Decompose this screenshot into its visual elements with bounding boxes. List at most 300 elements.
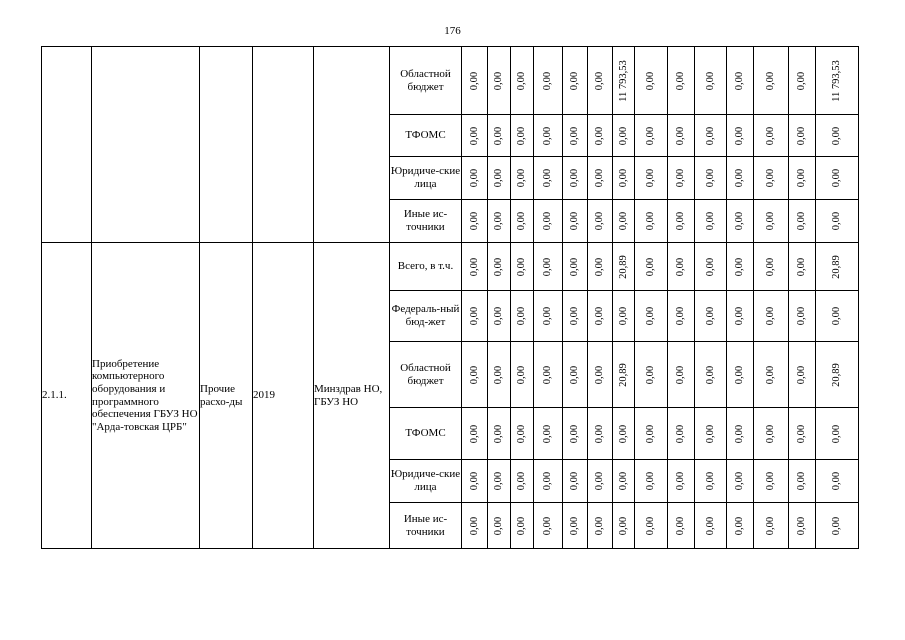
cell-value-text: 0,00 xyxy=(830,306,842,326)
cell-value xyxy=(563,460,588,503)
cell-value xyxy=(754,342,789,408)
cell-value xyxy=(511,503,534,549)
cell-value-text: 11 793,53 xyxy=(830,59,842,102)
cell-value xyxy=(511,460,534,503)
cell-value-text: 0,00 xyxy=(515,126,527,145)
cell-value-text: 0,00 xyxy=(468,516,480,535)
cell-value xyxy=(668,342,695,408)
cell-value xyxy=(816,408,859,460)
cell-value-text: 0,00 xyxy=(830,126,842,145)
cell-value-text: 0,00 xyxy=(468,126,480,145)
cell-value xyxy=(534,291,563,342)
cell-value xyxy=(534,47,563,115)
cell-value xyxy=(588,157,613,200)
cell-value xyxy=(789,342,816,408)
cell-source: ТФОМС xyxy=(390,115,462,157)
cell-value-text: 0,00 xyxy=(617,126,629,145)
cell-value-text: 0,00 xyxy=(733,126,745,145)
cell-value-text: 0,00 xyxy=(644,257,656,276)
cell-value-text: 0,00 xyxy=(704,126,716,145)
cell-value xyxy=(462,243,488,291)
cell-value-text: 0,00 xyxy=(515,516,527,535)
cell-value-text: 0,00 xyxy=(593,424,605,443)
cell-value-text: 0,00 xyxy=(764,126,776,145)
cell-value xyxy=(816,503,859,549)
cell-value xyxy=(588,408,613,460)
cell-value-text: 0,00 xyxy=(541,126,553,145)
cell-value-text: 0,00 xyxy=(515,471,527,491)
cell-value-text: 0,00 xyxy=(704,306,716,326)
cell-value-text: 0,00 xyxy=(468,71,480,90)
cell-value-text: 0,00 xyxy=(674,168,686,188)
cell-value-text: 0,00 xyxy=(830,168,842,188)
cell-value xyxy=(668,115,695,157)
cell-value xyxy=(588,291,613,342)
cell-value xyxy=(462,291,488,342)
cell-value-text: 0,00 xyxy=(674,306,686,326)
cell-value xyxy=(635,460,668,503)
cell-value-text: 0,00 xyxy=(674,257,686,276)
cell-value-text: 0,00 xyxy=(492,168,504,188)
cell-value xyxy=(488,115,511,157)
cell-value xyxy=(488,47,511,115)
cell-kind xyxy=(200,47,253,243)
cell-value-text: 0,00 xyxy=(593,257,605,276)
cell-value xyxy=(613,243,635,291)
cell-value-text: 11 793,53 xyxy=(617,59,629,102)
cell-value-text: 0,00 xyxy=(568,126,580,145)
cell-value-text: 0,00 xyxy=(541,516,553,535)
cell-value-text: 0,00 xyxy=(468,168,480,188)
cell-value-text: 0,00 xyxy=(515,365,527,384)
cell-value xyxy=(613,47,635,115)
cell-value-text: 0,00 xyxy=(515,257,527,276)
cell-value xyxy=(816,200,859,243)
cell-year xyxy=(253,47,314,243)
cell-value xyxy=(635,157,668,200)
cell-value-text: 0,00 xyxy=(492,365,504,384)
cell-value xyxy=(727,503,754,549)
cell-value-text: 20,89 xyxy=(617,362,629,387)
cell-value-text: 0,00 xyxy=(733,257,745,276)
cell-value xyxy=(789,157,816,200)
cell-value xyxy=(613,157,635,200)
cell-value xyxy=(462,503,488,549)
cell-value xyxy=(613,342,635,408)
cell-value xyxy=(488,342,511,408)
cell-value xyxy=(754,200,789,243)
cell-value-text: 0,00 xyxy=(468,211,480,231)
cell-value-text: 0,00 xyxy=(468,471,480,491)
cell-value-text: 0,00 xyxy=(795,211,807,231)
cell-value xyxy=(462,342,488,408)
cell-value-text: 0,00 xyxy=(468,306,480,326)
cell-value xyxy=(534,342,563,408)
cell-value xyxy=(613,200,635,243)
cell-value-text: 0,00 xyxy=(733,365,745,384)
cell-value xyxy=(727,342,754,408)
cell-source: Иные ис-точники xyxy=(390,200,462,243)
cell-value xyxy=(754,47,789,115)
cell-value xyxy=(727,243,754,291)
cell-value-text: 0,00 xyxy=(674,126,686,145)
cell-value-text: 0,00 xyxy=(568,168,580,188)
cell-value-text: 0,00 xyxy=(733,471,745,491)
cell-value-text: 0,00 xyxy=(674,211,686,231)
cell-value xyxy=(588,243,613,291)
cell-value-text: 0,00 xyxy=(704,257,716,276)
cell-value xyxy=(462,460,488,503)
cell-value xyxy=(511,243,534,291)
cell-value xyxy=(695,408,727,460)
cell-kind: Прочие расхо-ды xyxy=(200,243,253,549)
cell-value-text: 0,00 xyxy=(795,306,807,326)
cell-value xyxy=(588,115,613,157)
cell-value-text: 0,00 xyxy=(764,211,776,231)
cell-value-text: 0,00 xyxy=(593,168,605,188)
cell-value xyxy=(462,408,488,460)
cell-executor: Минздрав НО, ГБУЗ НО xyxy=(314,243,390,549)
cell-value-text: 0,00 xyxy=(593,306,605,326)
cell-value xyxy=(789,408,816,460)
cell-value xyxy=(488,157,511,200)
cell-value-text: 0,00 xyxy=(541,424,553,443)
cell-value-text: 0,00 xyxy=(644,306,656,326)
cell-value-text: 0,00 xyxy=(593,471,605,491)
cell-value-text: 0,00 xyxy=(674,424,686,443)
cell-value xyxy=(588,460,613,503)
cell-value xyxy=(534,503,563,549)
cell-value-text: 0,00 xyxy=(541,211,553,231)
cell-value-text: 0,00 xyxy=(468,365,480,384)
cell-value-text: 0,00 xyxy=(617,424,629,443)
budget-table xyxy=(41,46,905,549)
cell-value xyxy=(695,47,727,115)
cell-value-text: 0,00 xyxy=(568,424,580,443)
cell-value-text: 0,00 xyxy=(830,424,842,443)
cell-value-text: 0,00 xyxy=(733,516,745,535)
cell-value-text: 0,00 xyxy=(617,471,629,491)
cell-value xyxy=(488,408,511,460)
cell-value-text: 0,00 xyxy=(492,211,504,231)
cell-value xyxy=(563,408,588,460)
cell-value xyxy=(488,503,511,549)
cell-value xyxy=(488,243,511,291)
cell-value xyxy=(462,200,488,243)
cell-value xyxy=(668,291,695,342)
cell-value-text: 0,00 xyxy=(795,424,807,443)
cell-value xyxy=(635,115,668,157)
cell-value-text: 0,00 xyxy=(674,71,686,90)
cell-value xyxy=(534,460,563,503)
cell-value xyxy=(668,243,695,291)
cell-value xyxy=(534,200,563,243)
cell-value xyxy=(511,291,534,342)
cell-value-text: 0,00 xyxy=(568,516,580,535)
cell-value-text: 0,00 xyxy=(568,306,580,326)
cell-value xyxy=(695,115,727,157)
cell-value xyxy=(695,200,727,243)
cell-value xyxy=(511,408,534,460)
cell-value xyxy=(816,157,859,200)
cell-value-text: 0,00 xyxy=(830,516,842,535)
cell-value xyxy=(754,408,789,460)
cell-value-text: 0,00 xyxy=(468,424,480,443)
cell-value xyxy=(789,503,816,549)
cell-value-text: 0,00 xyxy=(492,126,504,145)
cell-code: 2.1.1. xyxy=(42,243,92,549)
cell-value-text: 0,00 xyxy=(674,516,686,535)
cell-value-text: 0,00 xyxy=(764,306,776,326)
cell-value-text: 0,00 xyxy=(541,71,553,90)
cell-value-text: 20,89 xyxy=(830,254,842,279)
cell-value xyxy=(613,408,635,460)
cell-value-text: 0,00 xyxy=(674,365,686,384)
cell-value-text: 0,00 xyxy=(733,168,745,188)
cell-value xyxy=(511,200,534,243)
cell-value xyxy=(668,408,695,460)
cell-value xyxy=(563,115,588,157)
cell-name: Приобретение компьютерного оборудования и программного обеспечения ГБУЗ НО "Арда-товская ЦРБ" xyxy=(92,243,200,549)
cell-value-text: 0,00 xyxy=(515,211,527,231)
cell-value-text: 0,00 xyxy=(568,71,580,90)
cell-value xyxy=(695,503,727,549)
cell-value-text: 0,00 xyxy=(541,257,553,276)
cell-value-text: 0,00 xyxy=(764,516,776,535)
cell-source: Областной бюджет xyxy=(390,47,462,115)
cell-value-text: 0,00 xyxy=(704,71,716,90)
table-row xyxy=(42,47,905,115)
cell-value xyxy=(816,243,859,291)
cell-value-text: 0,00 xyxy=(733,306,745,326)
cell-value xyxy=(695,460,727,503)
cell-value xyxy=(635,408,668,460)
table-body xyxy=(42,47,905,549)
cell-value xyxy=(668,47,695,115)
cell-value xyxy=(635,291,668,342)
cell-value-text: 0,00 xyxy=(674,471,686,491)
cell-value xyxy=(789,291,816,342)
cell-value xyxy=(635,342,668,408)
cell-value-text: 0,00 xyxy=(644,211,656,231)
cell-value-text: 0,00 xyxy=(704,365,716,384)
cell-value xyxy=(668,460,695,503)
cell-value-text: 0,00 xyxy=(515,424,527,443)
cell-value-text: 0,00 xyxy=(704,471,716,491)
cell-value-text: 0,00 xyxy=(704,516,716,535)
cell-value-text: 0,00 xyxy=(568,257,580,276)
cell-value-text: 0,00 xyxy=(795,126,807,145)
cell-value xyxy=(789,460,816,503)
cell-source: Областной бюджет xyxy=(390,342,462,408)
cell-source: ТФОМС xyxy=(390,408,462,460)
cell-value xyxy=(534,408,563,460)
cell-value xyxy=(563,342,588,408)
cell-value xyxy=(588,200,613,243)
cell-value-text: 20,89 xyxy=(617,254,629,279)
cell-value-text: 0,00 xyxy=(795,257,807,276)
cell-value-text: 0,00 xyxy=(644,365,656,384)
cell-value xyxy=(816,460,859,503)
cell-value xyxy=(668,157,695,200)
cell-value-text: 0,00 xyxy=(617,168,629,188)
cell-value xyxy=(816,291,859,342)
cell-value xyxy=(588,342,613,408)
cell-value xyxy=(563,157,588,200)
cell-value xyxy=(754,243,789,291)
cell-value xyxy=(588,503,613,549)
cell-value-text: 0,00 xyxy=(644,71,656,90)
cell-value xyxy=(613,291,635,342)
cell-source: Юридиче-ские лица xyxy=(390,460,462,503)
cell-value-text: 0,00 xyxy=(492,71,504,90)
cell-value-text: 0,00 xyxy=(704,168,716,188)
cell-value xyxy=(754,291,789,342)
cell-value xyxy=(613,460,635,503)
cell-value xyxy=(635,47,668,115)
cell-value xyxy=(462,157,488,200)
cell-executor xyxy=(314,47,390,243)
cell-value-text: 0,00 xyxy=(617,211,629,231)
cell-value-text: 0,00 xyxy=(468,257,480,276)
cell-value xyxy=(695,291,727,342)
cell-value xyxy=(563,47,588,115)
cell-value-text: 0,00 xyxy=(764,471,776,491)
cell-value xyxy=(789,115,816,157)
cell-source: Всего, в т.ч. xyxy=(390,243,462,291)
cell-value xyxy=(563,243,588,291)
cell-value-text: 0,00 xyxy=(541,471,553,491)
cell-value xyxy=(754,503,789,549)
cell-value xyxy=(488,291,511,342)
cell-value-text: 0,00 xyxy=(617,516,629,535)
cell-value-text: 0,00 xyxy=(644,126,656,145)
cell-value-text: 0,00 xyxy=(515,71,527,90)
cell-value-text: 0,00 xyxy=(795,365,807,384)
cell-value-text: 0,00 xyxy=(644,168,656,188)
cell-value xyxy=(695,243,727,291)
cell-value xyxy=(488,200,511,243)
cell-value xyxy=(727,200,754,243)
table-row xyxy=(42,243,905,291)
cell-value xyxy=(511,157,534,200)
cell-value-text: 0,00 xyxy=(733,424,745,443)
cell-value-text: 0,00 xyxy=(764,424,776,443)
cell-value xyxy=(789,243,816,291)
cell-value xyxy=(563,503,588,549)
cell-value xyxy=(563,200,588,243)
cell-value xyxy=(695,342,727,408)
cell-value xyxy=(727,157,754,200)
cell-value xyxy=(511,47,534,115)
cell-value-text: 0,00 xyxy=(541,168,553,188)
cell-value xyxy=(563,291,588,342)
cell-value-text: 0,00 xyxy=(568,471,580,491)
cell-source: Юридиче-ские лица xyxy=(390,157,462,200)
cell-value xyxy=(613,115,635,157)
cell-value-text: 0,00 xyxy=(593,71,605,90)
cell-value-text: 0,00 xyxy=(764,365,776,384)
cell-value xyxy=(534,157,563,200)
cell-value-text: 0,00 xyxy=(593,365,605,384)
cell-source: Федераль-ный бюд-жет xyxy=(390,291,462,342)
cell-value xyxy=(462,47,488,115)
cell-year: 2019 xyxy=(253,243,314,549)
cell-value xyxy=(789,47,816,115)
cell-value-text: 0,00 xyxy=(830,211,842,231)
cell-value xyxy=(816,115,859,157)
cell-value-text: 0,00 xyxy=(492,516,504,535)
cell-value-text: 0,00 xyxy=(795,168,807,188)
cell-value-text: 0,00 xyxy=(617,306,629,326)
cell-value xyxy=(613,503,635,549)
cell-value xyxy=(789,200,816,243)
cell-value-text: 0,00 xyxy=(492,471,504,491)
cell-value xyxy=(511,115,534,157)
cell-value xyxy=(727,460,754,503)
cell-value-text: 0,00 xyxy=(795,471,807,491)
cell-value xyxy=(462,115,488,157)
cell-value xyxy=(534,243,563,291)
cell-value-text: 0,00 xyxy=(764,71,776,90)
cell-value-text: 0,00 xyxy=(644,424,656,443)
cell-value xyxy=(635,200,668,243)
cell-value-text: 0,00 xyxy=(733,211,745,231)
cell-value-text: 0,00 xyxy=(764,168,776,188)
cell-value-text: 0,00 xyxy=(593,516,605,535)
cell-value xyxy=(727,115,754,157)
cell-value-text: 0,00 xyxy=(515,306,527,326)
cell-value-text: 0,00 xyxy=(795,516,807,535)
cell-code xyxy=(42,47,92,243)
cell-value xyxy=(668,503,695,549)
cell-value-text: 0,00 xyxy=(492,257,504,276)
cell-value-text: 0,00 xyxy=(764,257,776,276)
cell-value-text: 0,00 xyxy=(704,424,716,443)
cell-value-text: 0,00 xyxy=(541,306,553,326)
cell-source: Иные ис-точники xyxy=(390,503,462,549)
cell-value-text: 20,89 xyxy=(830,362,842,387)
cell-value xyxy=(816,47,859,115)
cell-value-text: 0,00 xyxy=(593,211,605,231)
cell-value xyxy=(668,200,695,243)
cell-value xyxy=(816,342,859,408)
cell-value-text: 0,00 xyxy=(492,424,504,443)
cell-value xyxy=(727,291,754,342)
cell-value xyxy=(754,115,789,157)
cell-value-text: 0,00 xyxy=(795,71,807,90)
cell-value xyxy=(488,460,511,503)
cell-value-text: 0,00 xyxy=(568,211,580,231)
cell-value-text: 0,00 xyxy=(568,365,580,384)
cell-value xyxy=(754,157,789,200)
cell-value xyxy=(695,157,727,200)
cell-value-text: 0,00 xyxy=(492,306,504,326)
cell-value xyxy=(727,47,754,115)
cell-value-text: 0,00 xyxy=(593,126,605,145)
cell-value-text: 0,00 xyxy=(515,168,527,188)
page-number: 176 xyxy=(444,25,461,37)
cell-value xyxy=(534,115,563,157)
cell-name xyxy=(92,47,200,243)
cell-value-text: 0,00 xyxy=(644,471,656,491)
cell-value-text: 0,00 xyxy=(830,471,842,491)
cell-value xyxy=(635,503,668,549)
cell-value xyxy=(635,243,668,291)
cell-value xyxy=(511,342,534,408)
cell-value xyxy=(588,47,613,115)
cell-value xyxy=(727,408,754,460)
